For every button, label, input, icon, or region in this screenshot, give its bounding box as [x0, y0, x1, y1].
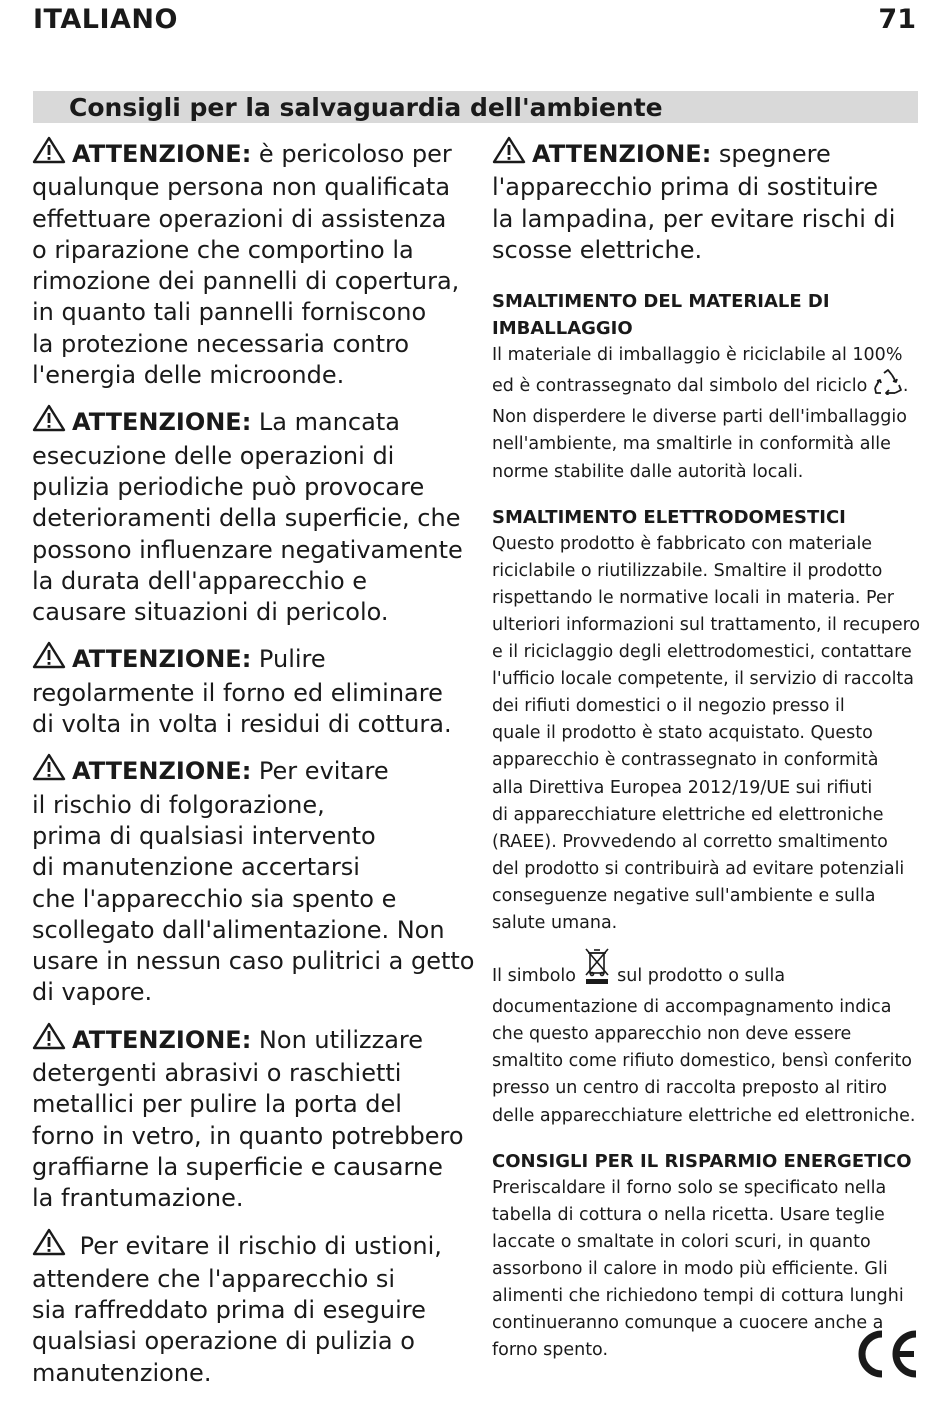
text-line	[492, 369, 922, 404]
text-fragment: Il simbolo	[492, 966, 582, 987]
warning-label: ATTENZIONE:	[72, 408, 252, 437]
appliance-disposal-text	[492, 531, 922, 937]
text-line: continueranno comunque a cuocere anche a	[492, 1313, 884, 1334]
text-line	[32, 235, 467, 266]
text-line	[32, 852, 467, 883]
weee-symbol-text	[492, 947, 922, 1130]
warning-triangle-icon	[32, 753, 66, 789]
text-line	[492, 172, 922, 203]
warning-paragraph	[32, 1022, 467, 1215]
appliance-disposal-section	[492, 504, 922, 1130]
text-line: forno spento.	[492, 1340, 609, 1361]
text-line: Il materiale di imballaggio è riciclabile al 100%	[492, 345, 903, 366]
text-fragment: effettuare operazioni di assistenza	[32, 204, 447, 233]
warning-paragraph	[32, 136, 467, 391]
recycle-icon	[873, 369, 903, 404]
text-line: assorbono il calore in modo più efficiente. Gli	[492, 1258, 888, 1279]
text-line: alimenti che richiedono tempi di cottura lunghi	[492, 1286, 904, 1306]
section-title-bar	[33, 91, 918, 123]
packaging-title-line: IMBALLAGGIO	[492, 318, 633, 340]
text-fragment: .	[902, 376, 909, 397]
text-fragment: regolarmente il forno ed eliminare	[32, 678, 443, 707]
text-line: conseguenze negative sull'ambiente e sulla	[492, 885, 876, 906]
right-column	[492, 136, 922, 1382]
text-fragment: esecuzione delle operazioni di	[32, 441, 395, 470]
text-line: delle apparecchiature elettriche ed elettroniche.	[492, 1105, 916, 1126]
ce-mark	[850, 1328, 920, 1384]
text-line: ulteriori informazioni sul trattamento, il recupero	[492, 614, 921, 635]
text-fragment: è pericoloso per	[251, 140, 452, 168]
text-fragment: la durata dell'apparecchio e	[32, 566, 368, 595]
left-column	[32, 136, 475, 1402]
energy-saving-title: CONSIGLI PER IL RISPARMIO ENERGETICO	[492, 1150, 912, 1172]
text-fragment: il rischio di folgorazione,	[32, 790, 325, 819]
text-line	[32, 441, 467, 472]
text-line: l'ufficio locale competente, il servizio di raccolta	[492, 669, 915, 690]
text-line: laccate o smaltate in colori scuri, in quanto	[492, 1231, 871, 1252]
text-line: del prodotto si contribuirà ad evitare potenziali	[492, 858, 905, 879]
text-fragment: usare in nessun caso pulitrici a getto	[32, 947, 475, 976]
warning-paragraph	[32, 1228, 467, 1389]
text-line	[32, 503, 467, 534]
text-line	[32, 204, 467, 235]
text-line	[492, 235, 922, 266]
text-line: di apparecchiature elettriche ed elettroniche	[492, 804, 884, 825]
header-language: ITALIANO	[33, 4, 178, 35]
text-line	[32, 297, 467, 328]
text-fragment: rimozione dei pannelli di copertura,	[32, 267, 460, 296]
text-line	[32, 977, 467, 1008]
text-fragment: sia raffreddato prima di eseguire	[32, 1296, 426, 1325]
text-fragment: scosse elettriche.	[492, 235, 703, 264]
text-fragment: spegnere	[711, 140, 831, 168]
warning-label: ATTENZIONE:	[72, 1025, 252, 1054]
packaging-disposal-section	[492, 288, 922, 485]
text-line: norme stabilite dalle autorità locali.	[492, 461, 804, 482]
text-fragment: di vapore.	[32, 978, 153, 1007]
text-fragment: l'apparecchio prima di sostituire	[492, 173, 879, 202]
text-fragment: Non utilizzare	[251, 1025, 424, 1054]
text-fragment: di volta in volta i residui di cottura.	[32, 710, 452, 739]
packaging-text	[492, 342, 922, 485]
text-line: tabella di cottura o nella ricetta. Usare teglie	[492, 1204, 885, 1225]
warning-paragraph	[32, 404, 467, 628]
text-line: presso un centro di raccolta preposto al ritiro	[492, 1078, 887, 1099]
text-line: Non disperdere le diverse parti dell'imballaggio	[492, 407, 907, 428]
text-fragment: detergenti abrasivi o raschietti	[32, 1059, 402, 1088]
text-line: Preriscaldare il forno solo se specificato nella	[492, 1177, 887, 1198]
text-line: Questo prodotto è fabbricato con materiale	[492, 533, 873, 554]
text-line	[492, 204, 922, 235]
warning-paragraph	[32, 641, 467, 740]
text-fragment: deterioramenti della superficie, che	[32, 504, 461, 533]
text-line: smaltito come rifiuto domestico, bensì conferito	[492, 1051, 913, 1072]
text-line	[32, 404, 467, 440]
warning-triangle-icon	[32, 404, 66, 440]
text-line	[32, 1022, 467, 1058]
text-line: e il riciclaggio degli elettrodomestici, contattare	[492, 642, 912, 663]
text-line	[32, 1121, 467, 1152]
text-line	[32, 360, 467, 391]
text-line	[32, 1264, 467, 1295]
warning-triangle-icon	[492, 136, 526, 172]
text-fragment: l'energia delle microonde.	[32, 361, 345, 390]
warning-label: ATTENZIONE:	[72, 140, 252, 168]
text-line	[32, 535, 467, 566]
text-fragment: ed è contrassegnato dal simbolo del riciclo	[492, 376, 873, 397]
warning-triangle-icon	[32, 1022, 66, 1058]
text-line	[32, 136, 467, 172]
text-line	[32, 1183, 467, 1214]
text-line	[32, 790, 467, 821]
text-line: documentazione di accompagnamento indica	[492, 997, 892, 1018]
text-fragment: manutenzione.	[32, 1358, 212, 1387]
warning-label: ATTENZIONE:	[72, 645, 252, 674]
text-fragment: pulizia periodiche può provocare	[32, 472, 425, 501]
text-fragment: graffiarne la superficie e causarne	[32, 1152, 443, 1181]
text-fragment: attendere che l'apparecchio si	[32, 1264, 396, 1293]
text-line: nell'ambiente, ma smaltirle in conformità alle	[492, 434, 891, 455]
warning-label: ATTENZIONE:	[72, 757, 252, 786]
text-line	[32, 1326, 467, 1357]
text-line	[32, 597, 467, 628]
text-fragment: la frantumazione.	[32, 1184, 244, 1213]
text-fragment: la protezione necessaria contro	[32, 329, 410, 358]
text-fragment: causare situazioni di pericolo.	[32, 598, 389, 627]
text-line	[32, 709, 467, 740]
text-fragment: che l'apparecchio sia spento e	[32, 884, 397, 913]
text-line: riciclabile o riutilizzabile. Smaltire il prodotto	[492, 560, 883, 581]
page-number: 71	[878, 4, 916, 35]
text-fragment: in quanto tali pannelli forniscono	[32, 298, 427, 327]
text-fragment: sul prodotto o sulla	[611, 966, 786, 987]
warning-triangle-icon	[32, 136, 66, 172]
packaging-title-line: SMALTIMENTO DEL MATERIALE DI	[492, 291, 830, 313]
text-line: alla Direttiva Europea 2012/19/UE sui rifiuti	[492, 777, 873, 798]
warning-triangle-icon	[32, 641, 66, 677]
text-fragment: prima di qualsiasi intervento	[32, 821, 376, 850]
text-line	[32, 884, 467, 915]
text-fragment: qualunque persona non qualificata	[32, 173, 451, 202]
text-line	[32, 1152, 467, 1183]
text-fragment: Per evitare il rischio di ustioni,	[72, 1231, 442, 1260]
section-title: Consigli per la salvaguardia dell'ambiente	[69, 93, 663, 122]
text-line	[32, 1358, 467, 1389]
text-line	[32, 678, 467, 709]
warning-label: ATTENZIONE:	[532, 140, 712, 168]
text-fragment: Per evitare	[251, 757, 389, 786]
text-fragment: di manutenzione accertarsi	[32, 853, 360, 882]
text-line	[32, 472, 467, 503]
text-line	[492, 136, 922, 172]
text-line	[32, 753, 467, 789]
crossed-bin-icon	[582, 947, 612, 994]
text-line	[32, 1228, 467, 1264]
text-line	[32, 172, 467, 203]
text-line: apparecchio è contrassegnato in conformità	[492, 750, 879, 771]
text-line: dei rifiuti domestici o il negozio presso il	[492, 696, 845, 717]
text-line	[32, 821, 467, 852]
text-fragment: qualsiasi operazione di pulizia o	[32, 1327, 415, 1356]
text-line: quale il prodotto è stato acquistato. Questo	[492, 723, 873, 744]
text-fragment: la lampadina, per evitare rischi di	[492, 204, 896, 233]
text-line	[32, 641, 467, 677]
text-line: salute umana.	[492, 912, 618, 933]
text-fragment: Pulire	[251, 645, 326, 674]
text-line	[32, 1089, 467, 1120]
text-line: rispettando le normative locali in materia. Per	[492, 587, 894, 608]
text-line	[32, 266, 467, 297]
text-line: (RAEE). Provvedendo al corretto smaltimento	[492, 831, 888, 852]
warning-paragraph	[32, 753, 475, 1008]
packaging-title	[492, 288, 922, 342]
text-line	[32, 946, 475, 977]
text-line	[32, 566, 467, 597]
text-fragment: possono influenzare negativamente	[32, 535, 463, 564]
text-line	[32, 1295, 467, 1326]
text-line: che questo apparecchio non deve essere	[492, 1024, 852, 1045]
text-line	[32, 915, 467, 946]
appliance-disposal-title: SMALTIMENTO ELETTRODOMESTICI	[492, 506, 846, 528]
text-line	[32, 329, 467, 360]
text-line	[492, 947, 922, 994]
text-fragment: scollegato dall'alimentazione. Non	[32, 915, 445, 944]
text-fragment: metallici per pulire la porta del	[32, 1090, 402, 1119]
text-line	[32, 1058, 467, 1089]
warning-paragraph	[492, 136, 922, 266]
warning-triangle-icon	[32, 1228, 66, 1264]
text-fragment: La mancata	[251, 408, 400, 437]
text-fragment: o riparazione che comportino la	[32, 235, 414, 264]
text-fragment: forno in vetro, in quanto potrebbero	[32, 1121, 464, 1150]
